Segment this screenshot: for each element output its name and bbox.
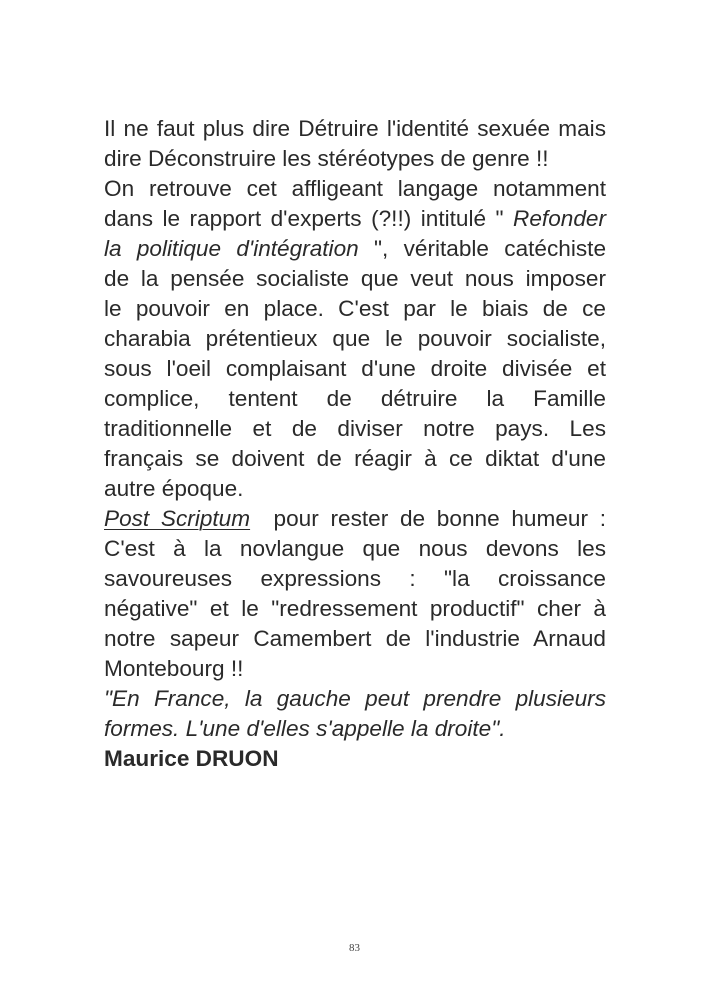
paragraph-line — [104, 504, 606, 534]
paragraph-line: sous l'oeil complaisant d'une droite divisée et — [104, 356, 606, 381]
quote-author: Maurice DRUON — [104, 746, 279, 771]
paragraph-line: Montebourg !! — [104, 656, 244, 681]
paragraph-line: le pouvoir en place. C'est par le biais de ce — [104, 296, 606, 321]
paragraph-line: savoureuses expressions : "la croissance — [104, 566, 606, 591]
line-text: dans le rapport d'experts (?!!) intitulé " — [104, 206, 504, 231]
paragraph-line: notre sapeur Camembert de l'industrie Arnaud — [104, 626, 606, 651]
quote-line: formes. L'une d'elles s'appelle la droite". — [104, 716, 506, 741]
quote-line: "En France, la gauche peut prendre plusieurs — [104, 686, 606, 711]
paragraph-line: C'est à la novlangue que nous devons les — [104, 536, 606, 561]
paragraph-line: traditionnelle et de diviser notre pays. Les — [104, 416, 606, 441]
paragraph-line: On retrouve cet affligeant langage notamment — [104, 176, 606, 201]
paragraph-line: charabia prétentieux que le pouvoir socialiste, — [104, 326, 606, 351]
page-number: 83 — [349, 942, 360, 954]
paragraph-line: français se doivent de réagir à ce diktat d'une — [104, 446, 606, 471]
paragraph-line: Il ne faut plus dire Détruire l'identité sexuée mais — [104, 116, 606, 141]
paragraph-line: de la pensée socialiste que veut nous imposer — [104, 266, 606, 291]
paragraph-line: négative" et le "redressement productif" cher à — [104, 596, 606, 621]
line-text: ", véritable catéchiste — [374, 236, 607, 261]
paragraph-line — [104, 204, 606, 234]
paragraph-line — [104, 234, 606, 264]
paragraph-line: complice, tentent de détruire la Famille — [104, 386, 606, 411]
report-title-end: la politique d'intégration — [104, 236, 359, 261]
paragraph-line: autre époque. — [104, 476, 244, 501]
line-text: pour rester de bonne humeur : — [273, 506, 606, 531]
paragraph-line: dire Déconstruire les stéréotypes de genre !! — [104, 146, 549, 171]
report-title-start: Refonder — [513, 206, 606, 231]
post-scriptum-heading: Post Scriptum — [104, 506, 251, 531]
